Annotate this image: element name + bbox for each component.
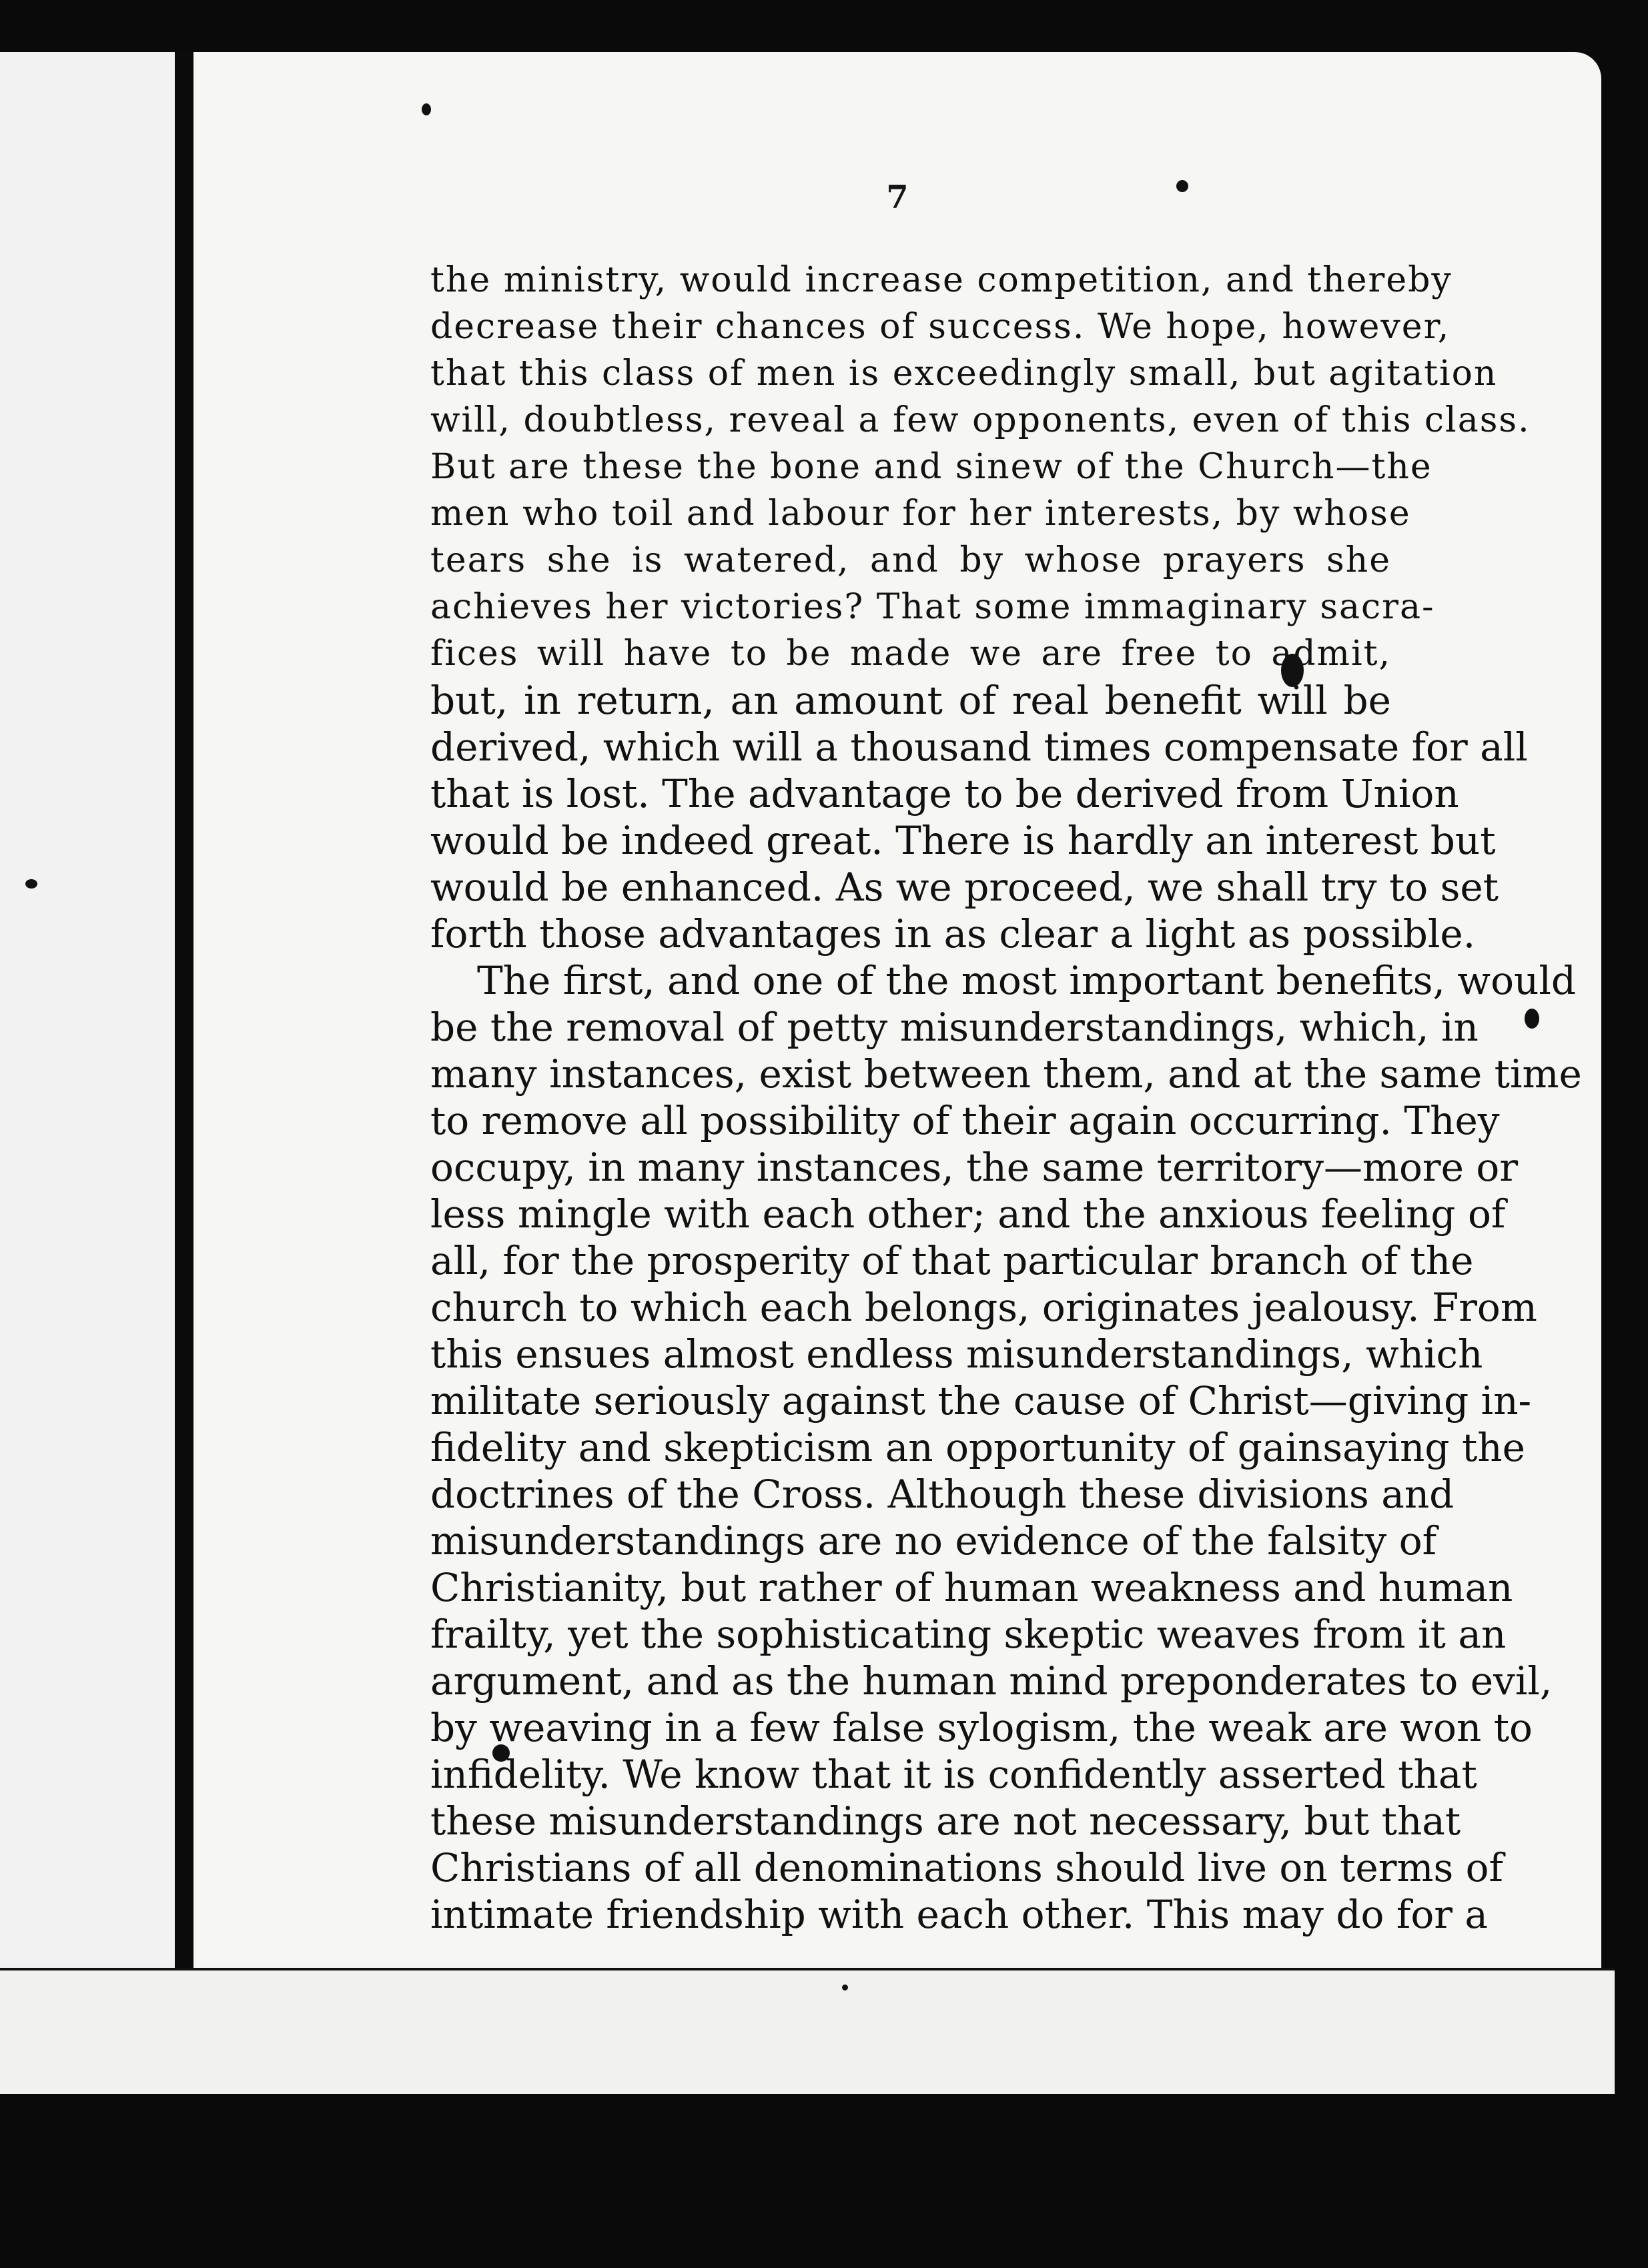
text-line: doctrines of the Cross. Although these divisions and <box>430 1472 1455 1517</box>
text-line: men who toil and labour for her interests, by whose <box>430 494 1411 534</box>
ink-speck <box>842 1985 848 1991</box>
text-line: militate seriously against the cause of Christ—giving in- <box>430 1378 1532 1424</box>
text-line: tears she is watered, and by whose prayers she <box>430 540 1391 580</box>
text-line: Christians of all denominations should live on terms of <box>430 1845 1504 1890</box>
text-line: occupy, in many instances, the same territory—more or <box>430 1145 1519 1190</box>
text-line: but, in return, an amount of real benefit will be <box>430 678 1391 723</box>
text-line: will, doubtless, reveal a few opponents, even of this class. <box>430 400 1531 440</box>
page-number: 7 <box>886 179 909 216</box>
text-line: that this class of men is exceedingly small, but agitation <box>430 354 1498 394</box>
text-line: infidelity. We know that it is confidently asserted that <box>430 1752 1477 1797</box>
paragraph-first-line: The first, and one of the most important benefits, would <box>477 958 1577 1003</box>
body-text <box>430 257 1582 1938</box>
text-line: decrease their chances of success. We hope, however, <box>430 307 1451 347</box>
text-line: that is lost. The advantage to be derived from Union <box>430 771 1459 816</box>
scan-border-bottom <box>0 2094 1648 2268</box>
text-line: Christianity, but rather of human weakness and human <box>430 1565 1513 1610</box>
text-line: less mingle with each other; and the anxious feeling of <box>430 1191 1506 1237</box>
ink-speck <box>25 879 37 889</box>
text-line: the ministry, would increase competition, and thereby <box>430 260 1453 300</box>
text-line: would be enhanced. As we proceed, we shall try to set <box>430 865 1499 910</box>
text-line: this ensues almost endless misunderstandings, which <box>430 1331 1483 1377</box>
text-line: frailty, yet the sophisticating skeptic weaves from it an <box>430 1612 1507 1657</box>
text-line: fices will have to be made we are free to admit, <box>430 634 1391 674</box>
book-spine <box>175 52 193 2268</box>
text-line: would be indeed great. There is hardly an interest but <box>430 818 1496 863</box>
ink-speck <box>1525 1009 1539 1029</box>
text-line: misunderstandings are no evidence of the falsity of <box>430 1518 1437 1564</box>
text-line: intimate friendship with each other. This may do for a <box>430 1892 1488 1937</box>
text-line: all, for the prosperity of that particular branch of the <box>430 1238 1474 1283</box>
ink-speck <box>422 103 431 115</box>
text-line: church to which each belongs, originates jealousy. From <box>430 1285 1537 1330</box>
page-bottom-strip <box>0 1970 1615 2094</box>
page-edge-shadow <box>1601 47 1648 2268</box>
facing-page-margin <box>0 52 175 2268</box>
text-line: But are these the bone and sinew of the Church—the <box>430 447 1432 487</box>
text-line: argument, and as the human mind preponderates to evil, <box>430 1658 1553 1704</box>
text-line: fidelity and skepticism an opportunity of gainsaying the <box>430 1425 1525 1470</box>
text-line: to remove all possibility of their again occurring. They <box>430 1098 1500 1143</box>
text-line: derived, which will a thousand times compensate for all <box>430 724 1528 770</box>
ink-speck <box>1176 180 1188 192</box>
text-line: forth those advantages in as clear a light as possible. <box>430 911 1476 957</box>
text-line: by weaving in a few false sylogism, the weak are won to <box>430 1705 1533 1750</box>
text-line: many instances, exist between them, and at the same time <box>430 1051 1582 1097</box>
text-line: these misunderstandings are not necessary, but that <box>430 1798 1461 1844</box>
text-line: be the removal of petty misunderstandings, which, in <box>430 1005 1479 1050</box>
text-line: achieves her victories? That some immaginary sacra- <box>430 587 1435 627</box>
